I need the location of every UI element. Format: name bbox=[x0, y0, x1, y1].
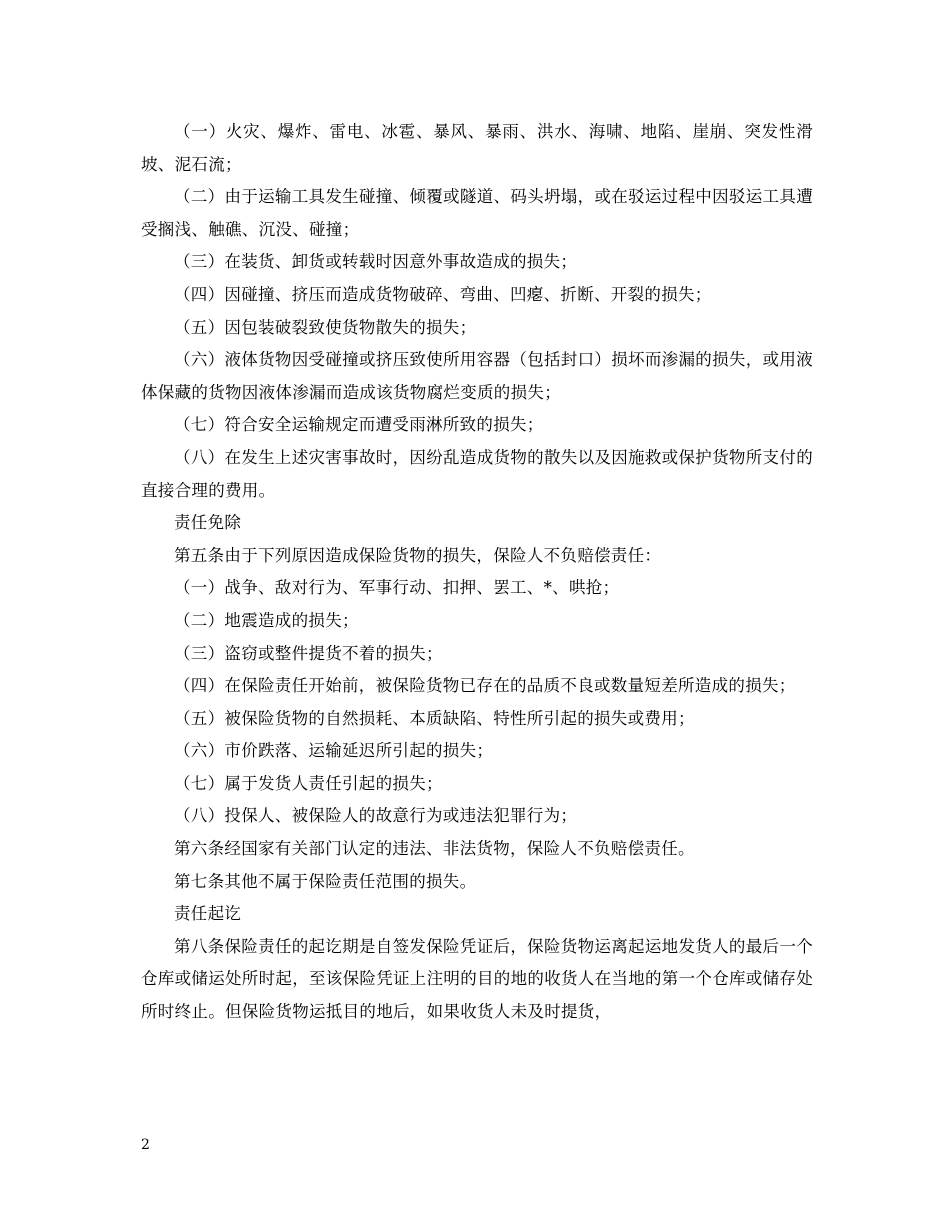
page-body bbox=[141, 116, 813, 1029]
clause-transport-collision: （二）由于运输工具发生碰撞、倾覆或隧道、码头坍塌，或在驳运过程中因驳运工具遭受搁浅、触礁、沉没、碰撞； bbox=[141, 187, 813, 239]
exclusion-market-delay: （六）市价跌落、运输延迟所引起的损失； bbox=[174, 741, 494, 761]
exclusion-theft: （三）盗窃或整件提货不着的损失； bbox=[174, 643, 443, 663]
clause-rain-damage: （七）符合安全运输规定而遭受雨淋所致的损失； bbox=[174, 415, 544, 435]
clause-crushing-damage: （四）因碰撞、挤压而造成货物破碎、弯曲、凹瘪、折断、开裂的损失； bbox=[174, 284, 712, 304]
exclusion-preexisting-defects: （四）在保险责任开始前，被保险货物已存在的品质不良或数量短差所造成的损失； bbox=[174, 676, 796, 696]
clause-loading-accident: （三）在装货、卸货或转载时因意外事故造成的损失； bbox=[174, 252, 578, 272]
section-heading-exclusions: 责任免除 bbox=[174, 513, 242, 533]
clause-liquid-leakage: （六）液体货物因受碰撞或挤压致使所用容器（包括封口）损坏而渗漏的损失，或用液体保藏的货物因液体渗漏而造成该货物腐烂变质的损失； bbox=[141, 350, 813, 402]
section-heading-period: 责任起讫 bbox=[174, 904, 242, 924]
article-six: 第六条经国家有关部门认定的违法、非法货物，保险人不负赔偿责任。 bbox=[174, 839, 695, 859]
article-eight: 第八条保险责任的起讫期是自签发保险凭证后，保险货物运离起运地发货人的最后一个仓库或储运处所时起，至该保险凭证上注明的目的地的收货人在当地的第一个仓库或储存处所时终止。但保险货物运抵目的地后，如果收货人未及时提货， bbox=[141, 936, 813, 1022]
article-five: 第五条由于下列原因造成保险货物的损失，保险人不负赔偿责任： bbox=[174, 545, 662, 565]
clause-fire-explosion: （一）火灾、爆炸、雷电、冰雹、暴风、暴雨、洪水、海啸、地陷、崖崩、突发性滑坡、泥石流； bbox=[141, 122, 813, 174]
exclusion-earthquake: （二）地震造成的损失； bbox=[174, 610, 359, 630]
exclusion-war: （一）战争、敌对行为、军事行动、扣押、罢工、*、哄抢； bbox=[174, 578, 620, 598]
exclusion-natural-loss: （五）被保险货物的自然损耗、本质缺陷、特性所引起的损失或费用； bbox=[174, 708, 695, 728]
exclusion-intentional-acts: （八）投保人、被保险人的故意行为或违法犯罪行为； bbox=[174, 806, 578, 826]
page-number: 2 bbox=[141, 1137, 150, 1153]
exclusion-shipper-fault: （七）属于发货人责任引起的损失； bbox=[174, 773, 443, 793]
clause-rescue-costs: （八）在发生上述灾害事故时，因纷乱造成货物的散失以及因施救或保护货物所支付的直接合理的费用。 bbox=[141, 447, 813, 500]
clause-packaging-break: （五）因包装破裂致使货物散失的损失； bbox=[174, 317, 477, 337]
article-seven: 第七条其他不属于保险责任范围的损失。 bbox=[174, 871, 477, 891]
